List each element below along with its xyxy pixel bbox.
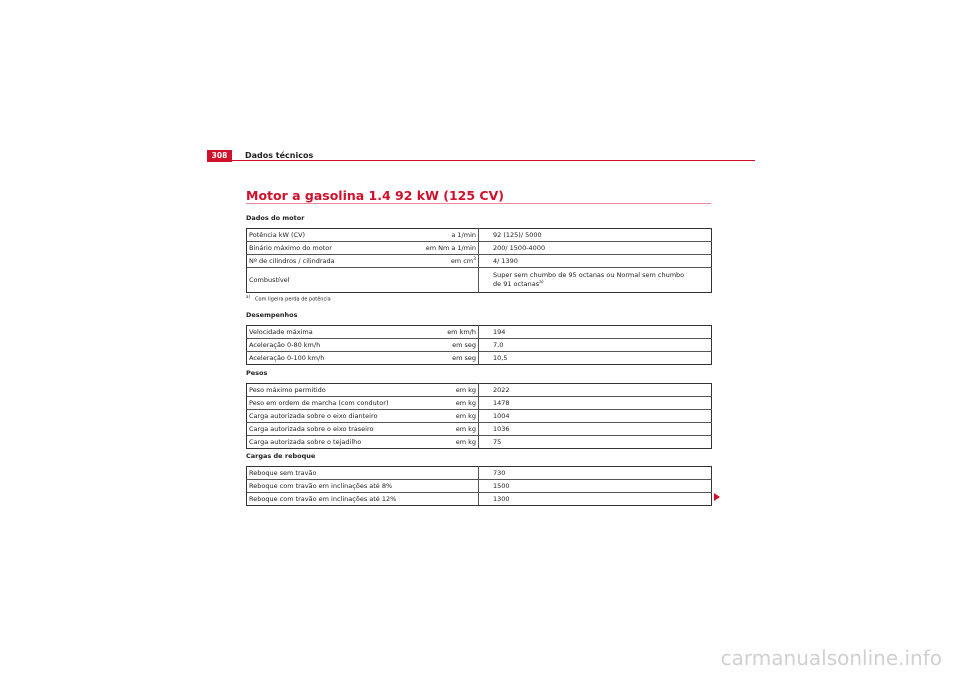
table-row: [247, 352, 712, 365]
table-row: [247, 423, 712, 436]
row-value: 92 (125)/ 5000: [479, 229, 712, 242]
footnote: [246, 294, 331, 303]
table-row: [247, 339, 712, 352]
table-row: [247, 326, 712, 339]
footnote-text: Com ligeira perda de potência: [255, 296, 331, 303]
row-label: Carga autorizada sobre o eixo dianteiro: [247, 410, 399, 423]
row-value: 1500: [479, 480, 712, 493]
table-motor: [246, 228, 712, 293]
row-unit: em Nm a 1/min: [399, 242, 479, 255]
row-value: 4/ 1390: [479, 255, 712, 268]
title-rule: [246, 203, 711, 204]
row-value: 1004: [479, 410, 712, 423]
row-label: Velocidade máxima: [247, 326, 399, 339]
row-label: Peso máximo permitido: [247, 384, 399, 397]
row-unit: em kg: [399, 423, 479, 436]
row-value: 1300: [479, 493, 712, 506]
unit-superscript: 3: [473, 256, 476, 262]
value-line2: de 91 octanas: [493, 280, 540, 288]
row-unit: em kg: [399, 410, 479, 423]
row-label: Aceleração 0-80 km/h: [247, 339, 399, 352]
row-value: 10,5: [479, 352, 712, 365]
value-line1: Super sem chumbo de 95 octanas ou Normal sem chumbo: [493, 271, 685, 279]
row-label: Carga autorizada sobre o tejadilho: [247, 436, 399, 449]
table-reboque: [246, 466, 712, 506]
row-unit: [399, 255, 479, 268]
row-value: 194: [479, 326, 712, 339]
row-value: 1478: [479, 397, 712, 410]
row-label: Aceleração 0-100 km/h: [247, 352, 399, 365]
table-pesos: [246, 383, 712, 449]
row-label: Reboque com travão em inclinações até 12%: [247, 493, 479, 506]
row-unit: em kg: [399, 384, 479, 397]
table-row: [247, 242, 712, 255]
row-label: Combustível: [247, 268, 399, 293]
page-title: Motor a gasolina 1.4 92 kW (125 CV): [246, 188, 504, 203]
section-heading-reboque: Cargas de reboque: [246, 452, 316, 460]
footnote-mark: a): [246, 294, 251, 299]
header-title: Dados técnicos: [245, 151, 314, 160]
row-unit: em km/h: [399, 326, 479, 339]
table-desempenhos: [246, 325, 712, 365]
row-label: Reboque com travão em inclinações até 8%: [247, 480, 479, 493]
row-label: Reboque sem travão: [247, 467, 479, 480]
table-row: [247, 410, 712, 423]
row-label: Peso em ordem de marcha (com condutor): [247, 397, 399, 410]
row-label: Carga autorizada sobre o eixo traseiro: [247, 423, 399, 436]
table-row: [247, 480, 712, 493]
row-value: 1036: [479, 423, 712, 436]
footnote-ref: a): [539, 279, 544, 285]
row-unit: a 1/min: [399, 229, 479, 242]
table-row: [247, 436, 712, 449]
section-heading-desempenhos: Desempenhos: [246, 311, 298, 319]
continue-arrow-icon: [714, 493, 720, 501]
section-heading-motor: Dados do motor: [246, 214, 305, 222]
table-row: [247, 467, 712, 480]
row-unit: em seg: [399, 352, 479, 365]
row-label: Nº de cilindros / cilindrada: [247, 255, 399, 268]
page-number: 308: [207, 150, 232, 162]
row-value: 7,0: [479, 339, 712, 352]
row-unit: em seg: [399, 339, 479, 352]
row-label: Potência kW (CV): [247, 229, 399, 242]
row-unit: [399, 268, 479, 293]
row-value: [479, 268, 712, 293]
header-rule: [207, 160, 755, 161]
watermark-logo: carmanualsonline.info: [720, 646, 942, 670]
row-value: 2022: [479, 384, 712, 397]
table-row: [247, 384, 712, 397]
table-row: [247, 493, 712, 506]
section-heading-pesos: Pesos: [246, 369, 268, 377]
table-row: [247, 268, 712, 293]
row-value: 730: [479, 467, 712, 480]
row-value: 200/ 1500-4000: [479, 242, 712, 255]
row-value: 75: [479, 436, 712, 449]
row-unit: em kg: [399, 436, 479, 449]
table-row: [247, 397, 712, 410]
row-unit: em kg: [399, 397, 479, 410]
table-row: [247, 255, 712, 268]
row-label: Binário máximo do motor: [247, 242, 399, 255]
table-row: [247, 229, 712, 242]
unit-text: em cm: [450, 257, 474, 265]
